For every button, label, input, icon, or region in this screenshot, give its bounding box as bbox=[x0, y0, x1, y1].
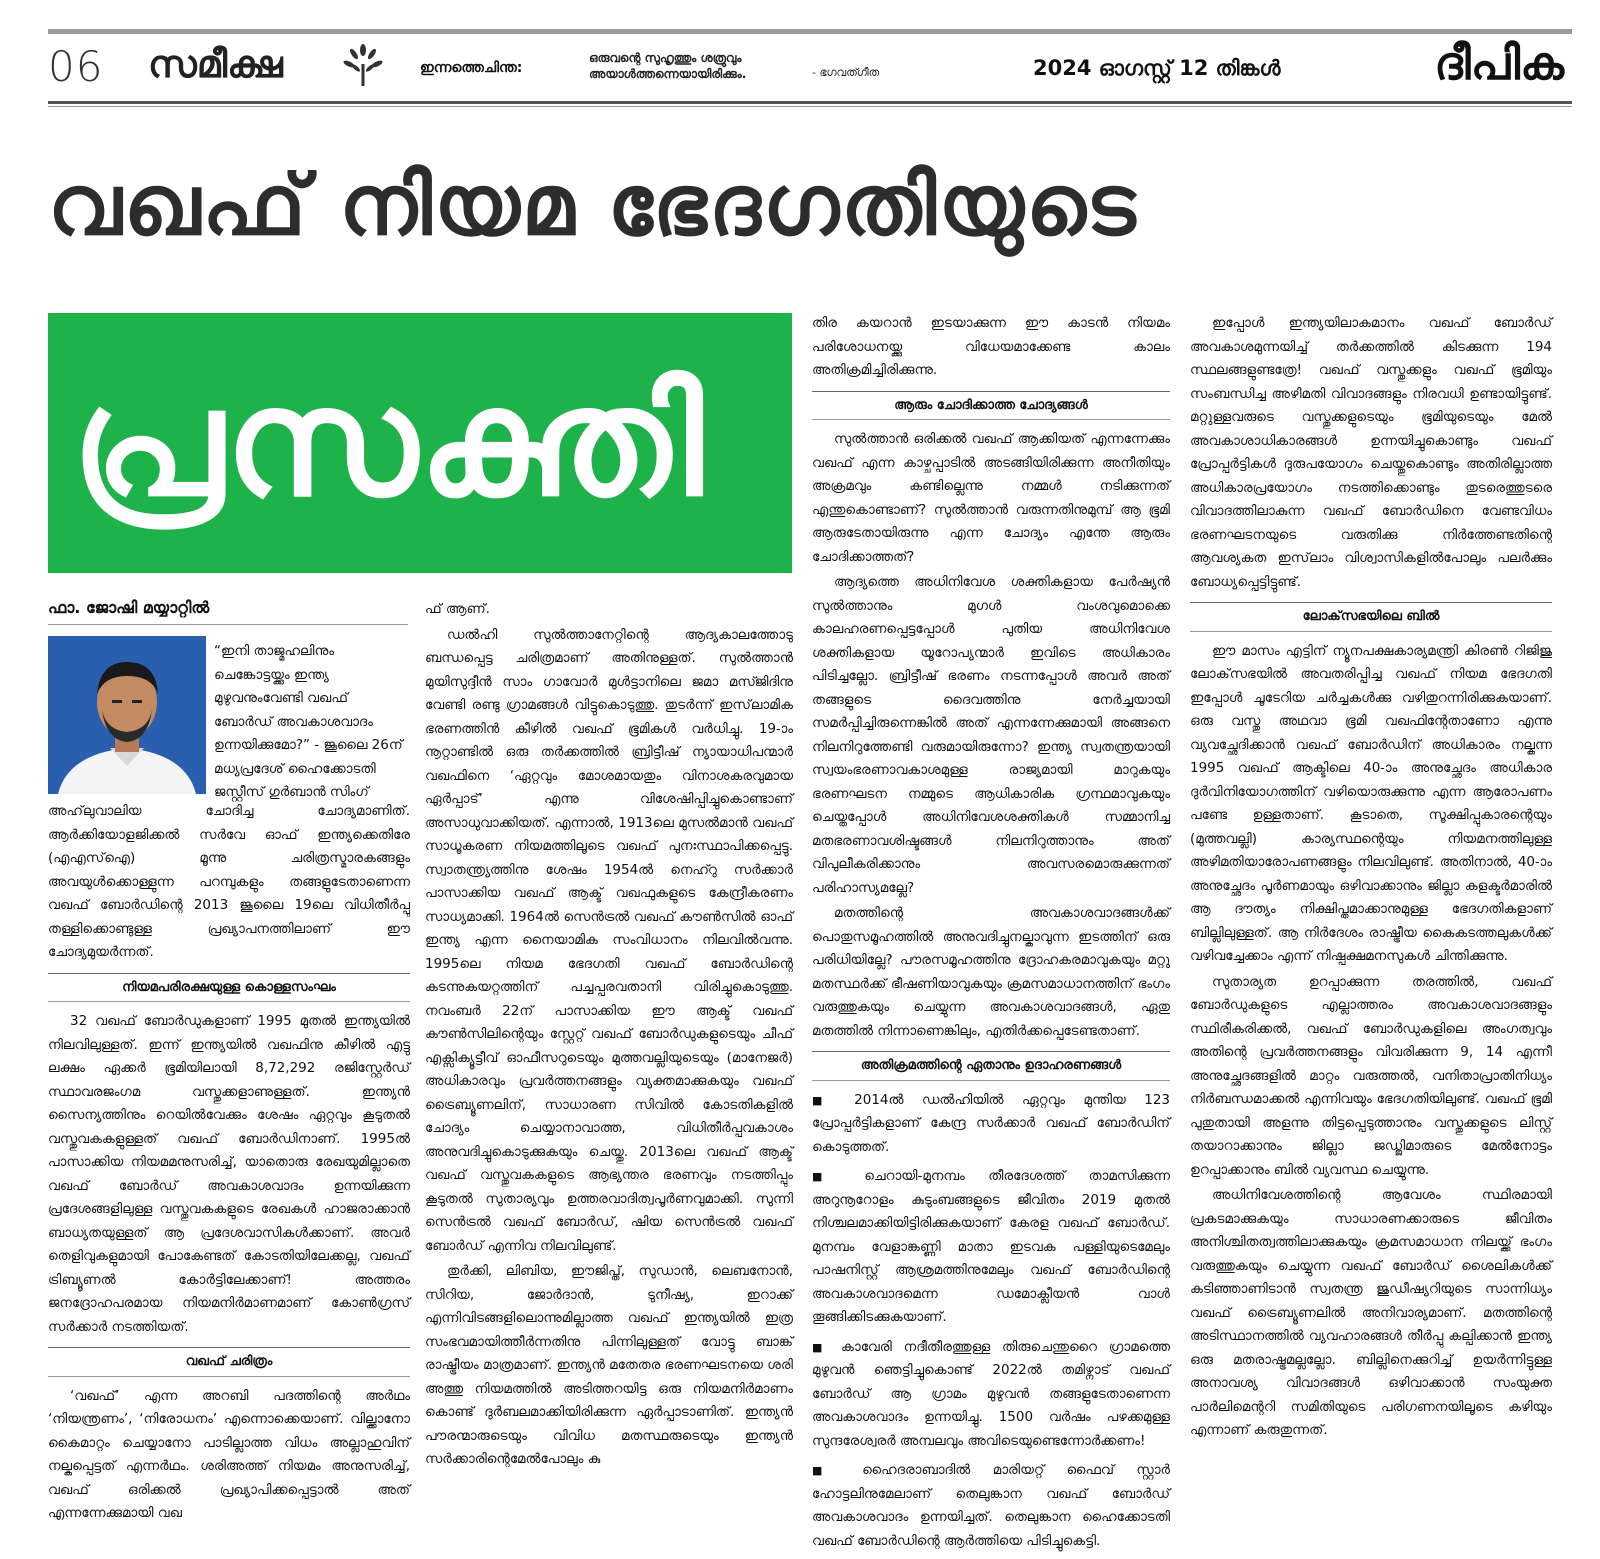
paragraph: സുതാര്യത ഉറപ്പാക്കുന്ന തരത്തിൽ, വഖഫ് ബോർഡുകളുടെ എല്ലാത്തരം അവകാശവാദങ്ങളും സ്ഥിരീകരിക്കൽ, വഖഫ് ബോർഡുകളിലെ അംഗത്വവും അതിന്റെ പ്രവർത്തനങ്ങളും വിവരിക്കുന്ന 9, 14 എന്നീ അനുച്ഛേദങ്ങളിൽ മാറ്റം വരുത്തൽ, വനിതാപ്രാതിനിധ്യം നിർബന്ധമാക്കൽ എന്നിവയും ഭേദഗതിയിലുണ്ട്. വഖഫ് ഭൂമി പുതുതായി അളന്നു തിട്ടപ്പെടുത്താനും വസ്തുക്കളുടെ ലിസ്റ്റ് തയാറാക്കാനും ജില്ലാ ജഡ്ജിമാരുടെ മേൽനോട്ടം ഉറപ്പാക്കാനും ബിൽ വ്യവസ്ഥ ചെയ്യുന്നു. bbox=[1190, 973, 1552, 1178]
masthead-logo: ദീപിക bbox=[1434, 36, 1564, 90]
issue-date: 2024 ഓഗസ്റ്റ് 12 തിങ്കൾ bbox=[1033, 56, 1281, 80]
subheading: ആരും ചോദിക്കാത്ത ചോദ്യങ്ങൾ bbox=[812, 391, 1170, 421]
author-photo bbox=[48, 636, 206, 794]
section-title: സമീക്ഷ bbox=[148, 42, 283, 86]
subheading: അതിക്രമത്തിന്റെ ഏതാനും ഉദാഹരണങ്ങൾ bbox=[812, 1051, 1170, 1081]
top-rule bbox=[48, 29, 1572, 34]
list-item: ■ 2014ൽ ഡൽഹിയിൽ ഏറ്റവും മുന്തിയ 123 പ്രോപ്പർട്ടികളാണ് കേന്ദ്ര സർക്കാർ വഖഫ് ബോർഡിന് കൊടുത്തത്. bbox=[812, 1089, 1170, 1160]
paragraph: അധിനിവേശത്തിന്റെ ആവേശം സ്ഥിരമായി പ്രകടമാക്കുകയും സാധാരണക്കാരുടെ ജീവിതം അനിശ്ചിതത്വത്തിലാക്കുകയും ക്രമസമാധാന നിലയ്ക്ക് ഭംഗം വരുത്തുകയും ചെയ്യുന്ന വഖഫ് ബോർഡ് ശൈലികൾക്ക് കടിഞ്ഞാണിടാൻ സ്വതന്ത്ര ജുഡീഷ്യറിയുടെ സാന്നിധ്യം വഖഫ് ട്രൈബ്യൂണലിൽ അനിവാര്യമാണ്. മതത്തിന്റെ അടിസ്ഥാനത്തിൽ വ്യവഹാരങ്ങൾ തീർപ്പു കല്പിക്കാൻ ഇന്ത്യ ഒരു മതരാഷ്ട്രമല്ലല്ലോ. ബില്ലിനെക്കുറിച്ച് ഉയർന്നിട്ടുള്ള അനാവശ്യ വിവാദങ്ങൾ ഒഴിവാക്കാൻ സംയുക്ത പാർലിമെന്ററി സമിതിയുടെ പരിഗണനയിലൂടെ കഴിയും എന്നാണ് കരുതുന്നത്. bbox=[1190, 1187, 1552, 1438]
page-header bbox=[48, 38, 1572, 94]
thought-source: - ഭഗവത്ഗീത bbox=[812, 66, 880, 79]
column-3 bbox=[812, 312, 1170, 1559]
subheading: വഖഫ് ചരിത്രം bbox=[48, 1347, 410, 1377]
paragraph: ‘വഖഫ്’ എന്ന അറബി പദത്തിന്റെ അർഥം ‘നിയന്ത്രണം’, ‘നിരോധനം’ എന്നൊക്കെയാണ്. വില്ക്കാനോ കൈമാറ്റം ചെയ്യാനോ പാടില്ലാത്ത വിധം അല്ലാഹുവിന് നല്കപ്പെട്ടത് എന്നർഥം. ശരിഅത്ത് നിയമം അനുസരിച്ച്, വഖഫ് ഒരിക്കൽ പ്രഖ്യാപിക്കപ്പെട്ടാൽ അത് എന്നന്നേക്കുമായി വഖ bbox=[48, 1387, 410, 1521]
column-1 bbox=[48, 800, 410, 1528]
thought-label: ഇന്നത്തെചിന്ത: bbox=[420, 60, 523, 76]
paragraph: ഇപ്പോൾ ഇന്ത്യയിലാകമാനം വഖഫ് ബോർഡ് അവകാശമുന്നയിച്ച് തർക്കത്തിൽ കിടക്കുന്ന 194 സ്ഥലങ്ങളുണ്ടത്രേ! വഖഫ് വസ്തുക്കളും വഖഫ് ഭൂമിയും സംബന്ധിച്ച അഴിമതി വിവാദങ്ങളും നിരവധി ഉണ്ടായിട്ടുണ്ട്. മറ്റുള്ളവരുടെ വസ്തുക്കളുടെയും ഭൂമിയുടെയും മേൽ അവകാശാധികാരങ്ങൾ ഉന്നയിച്ചുകൊണ്ടും വഖഫ് പ്രോപ്പർട്ടികൾ ദുരുപയോഗം ചെയ്തുകൊണ്ടും അതിരില്ലാത്ത അധികാരപ്രയോഗം നടത്തിക്കൊണ്ടും തുടരെത്തുടരെ വിവാദത്തിലാകുന്ന വഖഫ് ബോർഡിനെ വേണ്ടവിധം ഭരണഘടനയുടെ വരുതിക്കു നിർത്തേണ്ടതിന്റെ ആവശ്യകത ഇസ്‌ലാം വിശ്വാസികളിൽപോലും പലർക്കും ബോധ്യപ്പെട്ടിട്ടുണ്ട്. bbox=[1190, 315, 1552, 590]
subheading: ലോക്‌സഭയിലെ ബിൽ bbox=[1190, 602, 1552, 632]
header-rule bbox=[48, 101, 1572, 104]
paragraph: ആദ്യത്തെ അധിനിവേശ ശക്തികളായ പേർഷ്യൻ സുൽത്താനും മുഗൾ വംശവുമൊക്കെ കാലഹരണപ്പെട്ടപ്പോൾ പുതിയ അധിനിവേശ ശക്തികളായ യൂറോപ്യന്മാർ ഇവിടെ അധികാരം പിടിച്ചല്ലോ. ബ്രിട്ടീഷ് ഭരണം നടന്നപ്പോൾ അവർ അത് തങ്ങളുടെ ദൈവത്തിനു നേർച്ചയായി സമർപ്പിച്ചിരുന്നെങ്കിൽ അത് എന്നന്നേക്കുമായി അങ്ങനെ നിലനിറുത്തേണ്ടി വരുമായിരുന്നോ? ഇന്ത്യ സ്വതന്ത്രയായി സ്വയംഭരണാവകാശമുള്ള രാജ്യമായി മാറുകയും ഭരണഘടന നമ്മുടെ ആധികാരിക ഗ്രന്ഥമാവുകയും ചെയ്തപ്പോൾ അധിനിവേശശക്തികൾ സമ്മാനിച്ച മതഭരണാവശിഷ്ടങ്ങൾ നിലനിറുത്താനും അത് വിപുലീകരിക്കാനും അവസരമൊരുക്കുന്നത് പരിഹാസ്യമല്ലേ? bbox=[812, 574, 1170, 896]
thought-line-2: അയാൾത്തന്നെയായിരിക്കും. bbox=[589, 67, 747, 81]
paragraph: അഹ്‌ലുവാലിയ ചോദിച്ച ചോദ്യമാണിത്. ആർക്കിയോളജിക്കൽ സർവേ ഓഫ് ഇന്ത്യക്കെതിരേ (എഎസ്ഐ) മൂന്നു ചരിത്രസ്മാരകങ്ങളും അവയുൾക്കൊള്ളുന്ന പറമ്പുകളും തങ്ങളുടേതാണെന്ന വഖഫ് ബോർഡിന്റെ 2013 ജൂലൈ 19ലെ വിധിതീർപ്പു തള്ളിക്കൊണ്ടുള്ള പ്രഖ്യാപനത്തിലാണ് ഈ ചോദ്യമുയർന്നത്. bbox=[48, 803, 410, 960]
paragraph: ഡൽഹി സുൽത്താനേറ്റിന്റെ ആദ്യകാലത്തോടു ബന്ധപ്പെട്ട ചരിത്രമാണ് അതിനുള്ളത്. സുൽത്താൻ മുയിസുദ്ദീൻ സാം ഗാവോർ മുൾട്ടാനിലെ ജമാ മസ്ജിദിനു വേണ്ടി രണ്ടു ഗ്രാമങ്ങൾ വിട്ടുകൊടുത്തു. തുടർന്ന് ഇസ്‌ലാമിക ഭരണത്തിൻ കീഴിൽ വഖഫ് ഭൂമികൾ വർധിച്ചു. 19-ാം നൂറ്റാണ്ടിൽ ഒരു തർക്കത്തിൽ ബ്രിട്ടീഷ് ന്യായാധിപന്മാർ വഖഫിനെ ‘ഏറ്റവും മോശമായതും വിനാശകരവുമായ ഏർപ്പാട്’ എന്നു വിശേഷിപ്പിച്ചുകൊണ്ടാണ് അസാധുവാക്കിയത്. എന്നാൽ, 1913ലെ മുസൽമാൻ വഖഫ് സാധൂകരണ നിയമത്തിലൂടെ വഖഫ് പുനഃസ്ഥാപിക്കപ്പെട്ടു. സ്വാതന്ത്ര്യത്തിനു ശേഷം 1954ൽ നെഹ്റു സർക്കാർ പാസാക്കിയ വഖഫ് ആക്ട് വഖഫുകളുടെ കേന്ദ്രീകരണം സാധ്യമാക്കി. 1964ൽ സെൻട്രൽ വഖഫ് കൗൺസിൽ ഓഫ് ഇന്ത്യ എന്ന നൈയാമിക സംവിധാനം നിലവിൽവന്നു. 1995ലെ നിയമ ഭേദഗതി വഖഫ് ബോർഡിന്റെ കടന്നുകയറ്റത്തിന് പച്ചപ്പരവതാനി വിരിച്ചുകൊടുത്തു. നവംബർ 22ന് പാസാക്കിയ ഈ ആക്ട് വഖഫ് കൗൺസിലിന്റെയും സ്റ്റേറ്റ് വഖഫ് ബോർഡുകളുടെയും ചീഫ് എക്സിക്യൂട്ടീവ് ഓഫീസറുടെയും മുത്തവല്ലിയുടെയും (മാനേജർ) അധികാരവും പ്രവർത്തനങ്ങളും വ്യക്തമാക്കുകയും വഖഫ് ട്രൈബ്യൂണലിന്, സാധാരണ സിവിൽ കോടതികളിൽ ചോദ്യം ചെയ്യാനാവാത്ത, വിധിതീർപ്പവകാശം അനുവദിച്ചുകൊടുക്കുകയും ചെയ്തു. 2013ലെ വഖഫ് ആക്ട് വഖഫ് വസ്തുവകകളുടെ ആഭ്യന്തര ഭരണവും നടത്തിപ്പും കൂടുതൽ സുതാര്യവും ഉത്തരവാദിത്വപൂർണവുമാക്കി. സുന്നി സെൻട്രൽ വഖഫ് ബോർഡ്, ഷിയ സെൻട്രൽ വഖഫ് ബോർഡ് എന്നിവ നിലവിലുണ്ട്. bbox=[425, 626, 793, 1254]
paragraph: 32 വഖഫ് ബോർഡുകളാണ് 1995 മുതൽ ഇന്ത്യയിൽ നിലവിലുള്ളത്. ഇന്ന് ഇന്ത്യയിൽ വഖഫിനു കീഴിൽ എട്ടു ലക്ഷം ഏക്കർ ഭൂമിയിലായി 8,72,292 രജിസ്റ്റേർഡ് സ്ഥാവരജംഗമ വസ്തുക്കളാണുള്ളത്. ഇന്ത്യൻ സൈന്യത്തിനും റെയിൽവേക്കും ശേഷം ഏറ്റവും കൂടുതൽ വസ്തുവകകളുള്ളത് വഖഫ് ബോർഡിനാണ്. 1995ൽ പാസാക്കിയ നിയമമനുസരിച്ച്, യാതൊരു രേഖയുമില്ലാതെ വഖഫ് ബോർഡ് അവകാശവാദം ഉന്നയിക്കുന്ന പ്രദേശങ്ങളിലുള്ള വസ്തുവകകളുടെ രേഖകൾ ഹാജരാക്കാൻ ബാധ്യതയുള്ളത് ആ പ്രദേശവാസികൾക്കാണ്. അവർ തെളിവുകളുമായി പോകേണ്ടത് കോടതിയിലേക്കല്ല, വഖഫ് ട്രിബ്യൂണൽ കോർട്ടിലേക്കാണ്! അത്തരം ജനദ്രോഹപരമായ നിയമനിർമാണമാണ് കോൺഗ്രസ് സർക്കാർ നടത്തിയത്. bbox=[48, 1013, 410, 1335]
tree-logo-icon bbox=[343, 44, 383, 88]
page-number: 06 bbox=[48, 42, 104, 91]
header-rule-thin bbox=[48, 106, 1572, 107]
author-byline: ഫാ. ജോഷി മയ്യാറ്റിൽ bbox=[48, 598, 408, 625]
headline: വഖഫ് നിയമ ഭേദഗതിയുടെ bbox=[48, 156, 1138, 254]
author-portrait-icon bbox=[48, 636, 206, 794]
list-item: ■ ചെറായി-മുനമ്പം തീരദേശത്ത് താമസിക്കുന്ന അറുനൂറോളം കുടുംബങ്ങളുടെ ജീവിതം 2019 മുതൽ നിശ്ചലമാക്കിയിട്ടിരിക്കുകയാണ് കേരള വഖഫ് ബോർഡ്. മുനമ്പം വേളാങ്കണ്ണി മാതാ ഇടവക പള്ളിയുടെമേലും പാഷനിസ്റ്റ് ആശ്രമത്തിനുമേലും വഖഫ് ബോർഡിന്റെ അവകാശവാദമെന്ന ഡമോക്ലീയൻ വാൾ തൂങ്ങിക്കിടക്കുകയാണ്. bbox=[812, 1165, 1170, 1330]
examples-list bbox=[812, 1089, 1170, 1554]
pull-quote: “ഇനി താജ്മഹലിനും ചെങ്കോട്ടയ്ക്കും ഇന്ത്യ മുഴുവനുംവേണ്ടി വഖഫ് ബോർഡ് അവകാശവാദം ഉന്നയിക്കുമോ?” - ജൂലൈ 26ന് മധ്യപ്രദേശ് ഹൈക്കോടതി ജസ്റ്റീസ് ഗുർബാൻ സിംഗ് bbox=[214, 643, 403, 800]
paragraph: ഈ മാസം എട്ടിന് ന്യൂനപക്ഷകാര്യമന്ത്രി കിരൺ റിജിജു ലോക്‌സഭയിൽ അവതരിപ്പിച്ച വഖഫ് നിയമ ഭേദഗതി ഇപ്പോൾ ചൂടേറിയ ചർച്ചകൾക്കു വഴിതുറന്നിരിക്കുകയാണ്. ഒരു വസ്തു അഥവാ ഭൂമി വഖഫിന്റേതാണോ എന്നു വ്യവച്ഛേദിക്കാൻ വഖഫ് ബോർഡിന് അധികാരം നല്കുന്ന 1995 വഖഫ് ആക്ടിലെ 40-ാം അനുച്ഛേദം അധികാര ദുർവിനിയോഗത്തിന് വഴിയൊരുക്കുന്നു എന്ന ആരോപണം പണ്ടേ ഉള്ളതാണ്. കൂടാതെ, സൂക്ഷിപ്പുകാരന്റെയും (മുത്തവല്ലി) കാര്യസ്ഥന്റെയും നിയമനത്തിലുള്ള അഴിമതിയാരോപണങ്ങളും നിലവിലുണ്ട്. അതിനാൽ, 40-ാം അനുച്ഛേദം പൂർണമായും ഒഴിവാക്കാനും ജില്ലാ കളക്ടർമാരിൽ ആ ദൗത്യം നിക്ഷിപ്തമാക്കാനുമുള്ള ഭേദഗതികളാണ് ബില്ലിലുള്ളത്. ആ നിർദേശം രാഷ്ട്രീയ കൈകടത്തലുകൾക്ക് വഴിവച്ചേക്കാം എന്ന് നിഷ്പക്ഷമനസുകൾ ചിന്തിക്കുന്നു. bbox=[1190, 642, 1552, 964]
headline-highlight-text: പ്രസക്തി bbox=[72, 356, 706, 530]
paragraph: തുർക്കി, ലിബിയ, ഈജിപ്ത്, സുഡാൻ, ലെബനോൻ, സിറിയ, ജോർദാൻ, ടുനീഷ്യ, ഇറാക്ക് എന്നിവിടങ്ങളിലൊന്നുമില്ലാത്ത വഖഫ് ഇന്ത്യയിൽ ഇത്ര സംഭവമായിത്തീർന്നതിനു പിന്നിലുള്ളത് വോട്ടു ബാങ്ക് രാഷ്ട്രീയം മാത്രമാണ്. ഇന്ത്യൻ മതേതര ഭരണഘടനയെ ശരി അത്തു നിയമത്തിൽ അടിത്തറയിട്ട ഒരു നിയമനിർമാണം കൊണ്ട് ദുർബലമാക്കിയിരിക്കുന്ന ഏർപ്പാടാണിത്. ഇന്ത്യൻ പൗരന്മാരുടെയും വിവിധ മതസ്ഥരുടെയും ഇന്ത്യൻ സർക്കാരിന്റെമേൽപോലും കു bbox=[425, 1263, 793, 1467]
thought-of-the-day bbox=[589, 50, 746, 82]
list-item: ■ ഹൈദരാബാദിൽ മാരിയറ്റ് ഫൈവ് സ്റ്റാർ ഹോട്ടലിനുമേലാണ് തെലുങ്കാന വഖഫ് ബോർഡ് അവകാശവാദം ഉന്നയിച്ചത്. തെലുങ്കാന ഹൈക്കോടതി വഖഫ് ബോർഡിന്റെ ആർത്തിയെ പിടിച്ചുകെട്ടി. bbox=[812, 1459, 1170, 1553]
paragraph: തിര കയറാൻ ഇടയാക്കുന്ന ഈ കാടൻ നിയമം പരിശോധനയ്ക്കു വിധേയമാക്കേണ്ട കാലം അതിക്രമിച്ചിരിക്കുന്നു. bbox=[812, 315, 1170, 378]
thought-line-1: ഒരുവന്റെ സുഹൃത്തും ശത്രുവും bbox=[589, 51, 742, 65]
headline-highlight-box bbox=[48, 313, 792, 573]
column-4 bbox=[1190, 312, 1552, 1445]
subheading: നിയമപരിരക്ഷയുള്ള കൊള്ളസംഘം bbox=[48, 973, 410, 1003]
paragraph: ഫ് ആണ്. bbox=[425, 601, 490, 617]
column-2 bbox=[425, 598, 793, 1474]
paragraph: സുൽത്താൻ ഒരിക്കൽ വഖഫ് ആക്കിയത് എന്നന്നേക്കും വഖഫ് എന്ന കാഴ്ചപ്പാടിൽ അടങ്ങിയിരിക്കുന്ന അനീതിയും അക്രമവും കണ്ടില്ലെന്നു നമ്മൾ നടിക്കുന്നത് എന്തുകൊണ്ടാണ്? സുൽത്താൻ വരുന്നതിനുമുമ്പ് ആ ഭൂമി ആരുടേതായിരുന്നു എന്ന ചോദ്യം എന്തേ ആരും ചോദിക്കാത്തത്? bbox=[812, 431, 1170, 565]
list-item: ■ കാവേരി നദീതീരത്തുള്ള തിരുചെന്തുറൈ ഗ്രാമത്തെ മുഴുവൻ ഞെട്ടിച്ചുകൊണ്ട് 2022ൽ തമിഴ്നാട് വഖഫ് ബോർഡ് ആ ഗ്രാമം മുഴുവൻ തങ്ങളുടേതാണെന്ന അവകാശവാദം ഉന്നയിച്ചു. 1500 വർഷം പഴക്കമുള്ള സുന്ദരേശ്വരർ അമ്പലവും അവിടെയുണ്ടെന്നോർക്കണം! bbox=[812, 1336, 1170, 1454]
paragraph: മതത്തിന്റെ അവകാശവാദങ്ങൾക്ക് പൊതുസമൂഹത്തിൽ അനുവദിച്ചുനല്കാവുന്ന ഇടത്തിന് ഒരു പരിധിയില്ലേ? പൗരസമൂഹത്തിനു ദ്രോഹകരമാവുകയും മറ്റു മതസ്ഥർക്ക് ഭീഷണിയാവുകയും ക്രമസമാധാനത്തിന് ഭംഗം വരുത്തുകയും ചെയ്യുന്ന അവകാശവാദങ്ങൾ, ഏതു മതത്തിൽ നിന്നാണെങ്കിലും, എതിർക്കപ്പെടേണ്ടതാണ്. bbox=[812, 905, 1170, 1039]
